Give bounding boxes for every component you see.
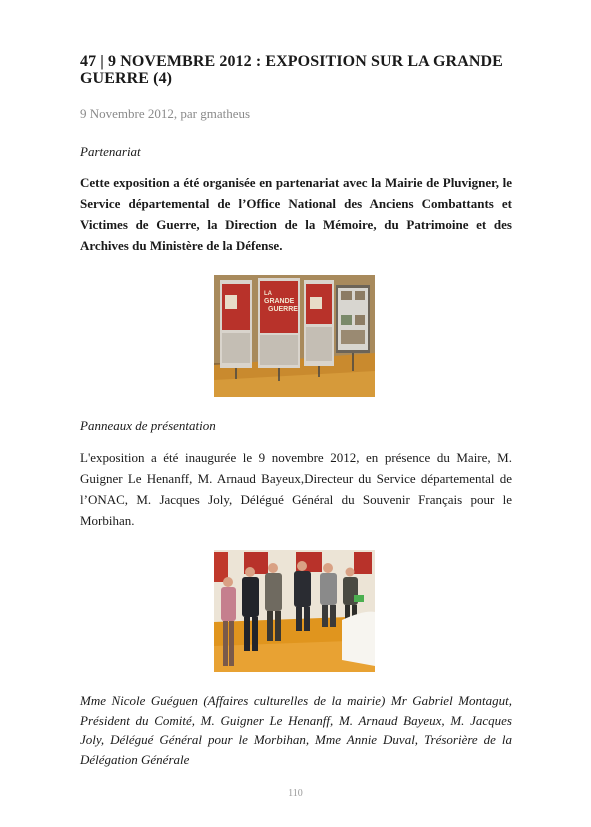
partnership-paragraph: Cette exposition a été organisée en partenariat avec la Mairie de Pluvigner, le Service départemental de l’Office National des Anciens Combattants et Victimes de Guerre, la Direction de la Mémoire, du Patrimoine et des Archives du Ministère de la Défense. [80,175,512,253]
poster-text-guerre: GUERRE [268,306,298,313]
section-label-partenariat: Partenariat [80,144,141,159]
article-title: 47 | 9 NOVEMBRE 2012 : EXPOSITION SUR LA GRANDE GUERRE (4) [80,53,503,87]
photo-caption: Mme Nicole Guéguen (Affaires culturelles de la mairie) Mr Gabriel Montagut, Président du Comité, M. Guigner Le Henanff, M. Arnaud Bayeux, M. Jacques Joly, Délégué Général pour le Morbihan, Mme Annie Duval, Trésorière de la Délégation Générale [80,693,512,767]
article-meta: 9 Novembre 2012, par gmatheus [80,106,251,121]
poster-text-grande: GRANDE [264,298,295,305]
exhibition-panels-photo [214,275,375,397]
inauguration-group-photo [214,550,375,672]
section-label-panneaux: Panneaux de présentation [80,418,216,433]
page-number: 110 [288,788,303,799]
poster-text-la: LA [264,291,272,297]
inauguration-paragraph: L'exposition a été inaugurée le 9 novembre 2012, en présence du Maire, M. Guigner Le Henanff, M. Arnaud Bayeux,Directeur du Service départemental de l’ONAC, M. Jacques Joly, Délégué Général du Souvenir Français pour le Morbihan. [80,450,512,528]
